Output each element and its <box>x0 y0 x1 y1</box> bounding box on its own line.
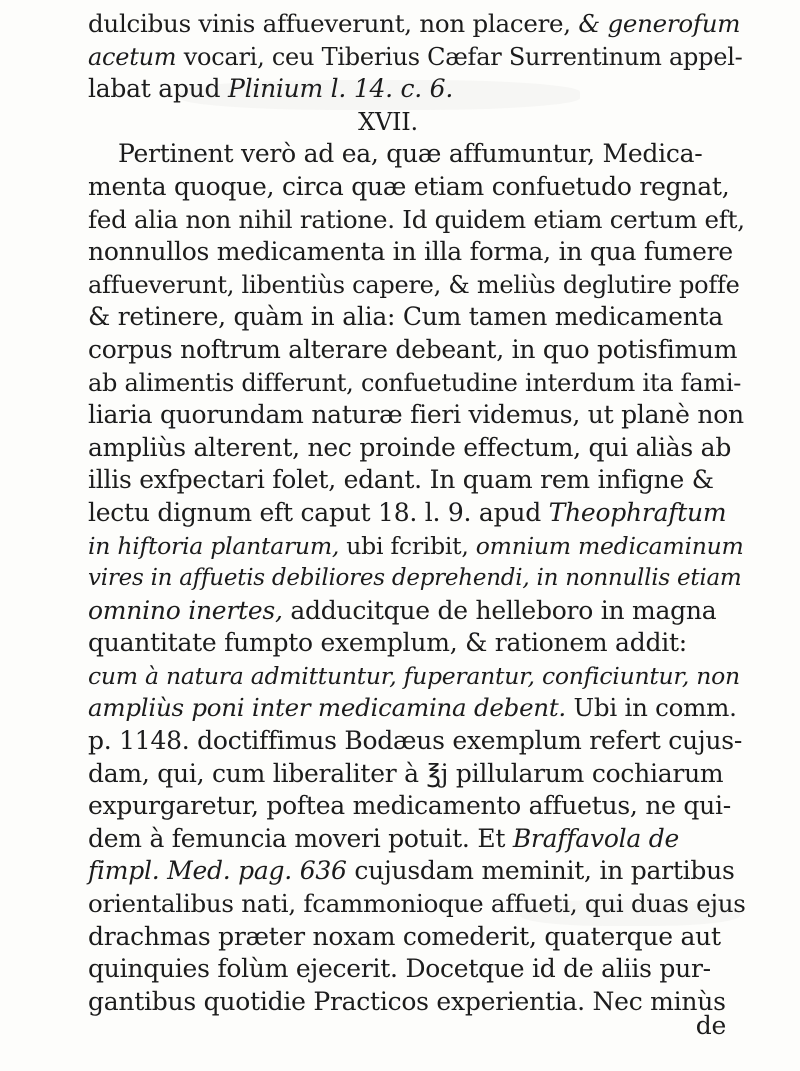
roman-text: orientalibus nati, fcammonioque affueti, qui duas ejus <box>88 889 746 919</box>
text-line-20 <box>88 627 748 660</box>
text-line-25 <box>88 790 748 823</box>
roman-text: liaria quorundam naturæ fieri videmus, ut planè non <box>88 400 744 430</box>
text-line-7 <box>88 204 748 237</box>
text-line-29 <box>88 921 748 954</box>
text-line-17 <box>88 530 748 563</box>
text-line-23 <box>88 725 748 758</box>
italic-text: omnium medicaminum <box>475 531 744 560</box>
text-line-16 <box>88 497 748 530</box>
text-line-3 <box>88 73 748 106</box>
roman-text: illis exfpectari folet, edant. In quam rem infigne & <box>88 465 714 495</box>
italic-text: Plinium l. 14. c. 6. <box>228 74 454 104</box>
text-line-11 <box>88 334 748 367</box>
text-line-6 <box>88 171 748 204</box>
roman-text: vocari, ceu Tiberius Cæfar Surrentinum appel- <box>176 42 743 71</box>
section-number <box>88 106 748 139</box>
roman-text: Ubi in comm. <box>565 693 737 723</box>
roman-text: Pertinent verò ad ea, quæ affumuntur, Medica- <box>118 139 703 169</box>
roman-text: quantitate fumpto exemplum, & rationem addit: <box>88 628 687 658</box>
roman-text: drachmas præter noxam comederit, quaterque aut <box>88 921 721 951</box>
text-line-28 <box>88 888 748 921</box>
roman-text: lectu dignum eft caput 18. l. 9. apud <box>88 497 549 527</box>
text-line-24 <box>88 758 748 791</box>
text-line-12 <box>88 367 748 400</box>
roman-text: & retinere, quàm in alia: Cum tamen medicamenta <box>88 302 723 332</box>
text-line-22 <box>88 692 748 725</box>
roman-text: labat apud <box>88 74 229 104</box>
italic-text: fimpl. Med. pag. 636 <box>88 856 347 886</box>
roman-text: dulcibus vinis affueverunt, non placere, <box>88 9 579 38</box>
italic-text: & generofum <box>578 9 741 38</box>
text-line-9 <box>88 269 748 302</box>
italic-text: Braffavola de <box>512 823 680 853</box>
roman-text: menta quoque, circa quæ etiam confuetudo regnat, <box>88 171 730 201</box>
text-line-27 <box>88 855 748 888</box>
text-line-19 <box>88 595 748 628</box>
text-line-31 <box>88 986 748 1019</box>
text-line-21 <box>88 660 748 693</box>
text-line-5 <box>88 138 748 171</box>
text-line-8 <box>88 236 748 269</box>
roman-text: dem à femuncia moveri potuit. Et <box>88 823 513 853</box>
text-line-14 <box>88 432 748 465</box>
italic-text: vires in affuetis debiliores deprehendi, in nonnullis etiam <box>88 565 742 592</box>
italic-text: Theophraftum <box>548 497 727 527</box>
italic-text: in hiftoria plantarum, <box>88 531 340 560</box>
italic-text: cum à natura admittuntur, fuperantur, conficiuntur, non <box>88 661 740 690</box>
roman-text: ampliùs alterent, nec proinde effectum, qui aliàs ab <box>88 432 732 462</box>
text-line-30 <box>88 953 748 986</box>
text-line-10 <box>88 301 748 334</box>
roman-text: XVII. <box>358 107 418 136</box>
text-line-15 <box>88 464 748 497</box>
roman-text: p. 1148. doctiffimus Bodæus exemplum refert cujus- <box>88 726 743 756</box>
roman-text: dam, qui, cum liberaliter à ℥j pillularum cochiarum <box>88 758 724 788</box>
roman-text: adducitque de helleboro in magna <box>282 595 717 625</box>
text-block <box>88 8 748 1043</box>
text-line-1 <box>88 8 748 41</box>
roman-text: ubi fcribit, <box>339 531 476 560</box>
italic-text: acetum <box>88 42 177 71</box>
text-line-13 <box>88 399 748 432</box>
roman-text: gantibus quotidie Practicos experientia. Nec minùs <box>88 986 726 1016</box>
roman-text: de <box>695 1011 726 1041</box>
roman-text: affueverunt, libentiùs capere, & meliùs deglutire poffe <box>88 270 740 299</box>
roman-text: corpus noftrum alterare debeant, in quo potisfimum <box>88 334 738 364</box>
italic-text: omnino inertes, <box>88 595 283 625</box>
roman-text: quinquies folùm ejecerit. Docetque id de aliis pur- <box>88 954 711 984</box>
italic-text: ampliùs poni inter medicamina debent. <box>88 693 566 723</box>
text-line-18 <box>88 562 748 595</box>
roman-text: fed alia non nihil ratione. Id quidem etiam certum eft, <box>88 204 745 234</box>
text-line-26 <box>88 823 748 856</box>
text-line-2 <box>88 41 748 74</box>
roman-text: nonnullos medicamenta in illa forma, in qua fumere <box>88 237 733 267</box>
roman-text: ab alimentis differunt, confuetudine interdum ita fami- <box>88 368 742 397</box>
roman-text: expurgaretur, poftea medicamento affuetus, ne qui- <box>88 791 731 821</box>
roman-text: cujusdam meminit, in partibus <box>346 856 735 886</box>
